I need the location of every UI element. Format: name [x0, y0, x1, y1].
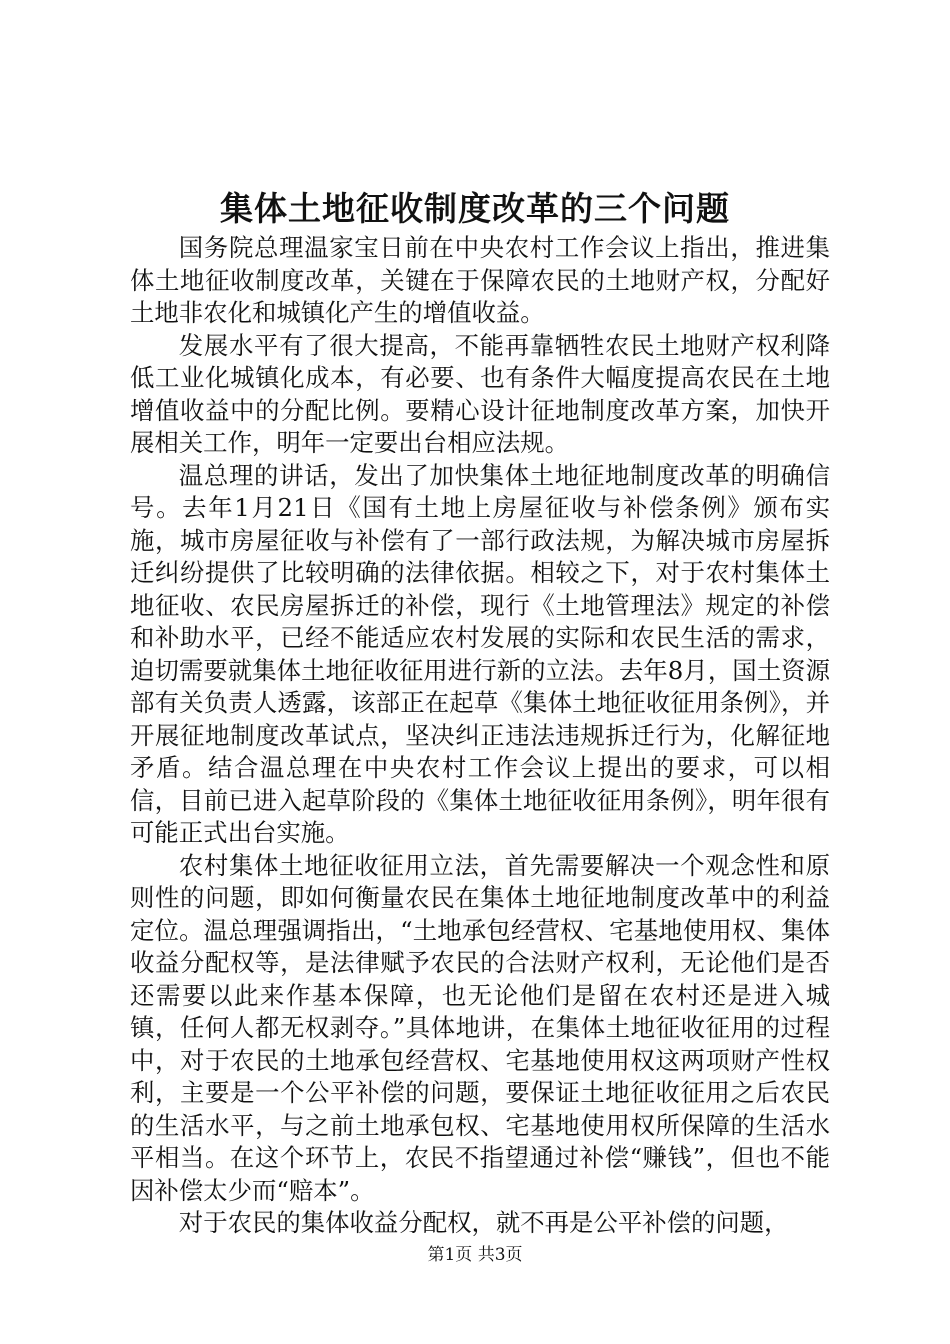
document-title: 集体土地征收制度改革的三个问题: [220, 189, 730, 228]
paragraph-4: 农村集体土地征收征用立法，首先需要解决一个观念性和原则性的问题，即如何衡量农民在集体土地征地制度改革中的利益定位。温总理强调指出，“土地承包经营权、宅基地使用权、集体收益分配权等，是法律赋予农民的合法财产权利，无论他们是否还需要以此来作基本保障，也无论他们是留在农村还是进入城镇，任何人都无权剥夺。”具体地讲，在集体土地征收征用的过程中，对于农民的土地承包经营权、宅基地使用权这两项财产性权利，主要是一个公平补偿的问题，要保证土地征收征用之后农民的生活水平，与之前土地承包权、宅基地使用权所保障的生活水平相当。在这个环节上，农民不指望通过补偿“赚钱”，但也不能因补偿太少而“赔本”。: [130, 850, 830, 1205]
paragraph-2: 发展水平有了很大提高，不能再靠牺牲农民土地财产权利降低工业化城镇化成本，有必要、也有条件大幅度提高农民在土地增值收益中的分配比例。要精心设计征地制度改革方案，加快开展相关工作，明年一定要出台相应法规。: [130, 330, 830, 457]
page-footer: 第1页 共3页: [427, 1245, 523, 1265]
paragraph-1: 国务院总理温家宝日前在中央农村工作会议上指出，推进集体土地征收制度改革，关键在于保障农民的土地财产权，分配好土地非农化和城镇化产生的增值收益。: [130, 233, 830, 327]
document-body: [130, 232, 830, 1240]
paragraph-5: 对于农民的集体收益分配权，就不再是公平补偿的问题，: [178, 1208, 789, 1237]
paragraph-3: 温总理的讲话，发出了加快集体土地征地制度改革的明确信号。去年1月21日《国有土地上房屋征收与补偿条例》颁布实施，城市房屋征收与补偿有了一部行政法规，为解决城市房屋拆迁纠纷提供了比较明确的法律依据。相较之下，对于农村集体土地征收、农民房屋拆迁的补偿，现行《土地管理法》规定的补偿和补助水平，已经不能适应农村发展的实际和农民生活的需求，迫切需要就集体土地征收征用进行新的立法。去年8月，国土资源部有关负责人透露，该部正在起草《集体土地征收征用条例》，并开展征地制度改革试点，坚决纠正违法违规拆迁行为，化解征地矛盾。结合温总理在中央农村工作会议上提出的要求，可以相信，目前已进入起草阶段的《集体土地征收征用条例》，明年很有可能正式出台实施。: [130, 460, 830, 847]
